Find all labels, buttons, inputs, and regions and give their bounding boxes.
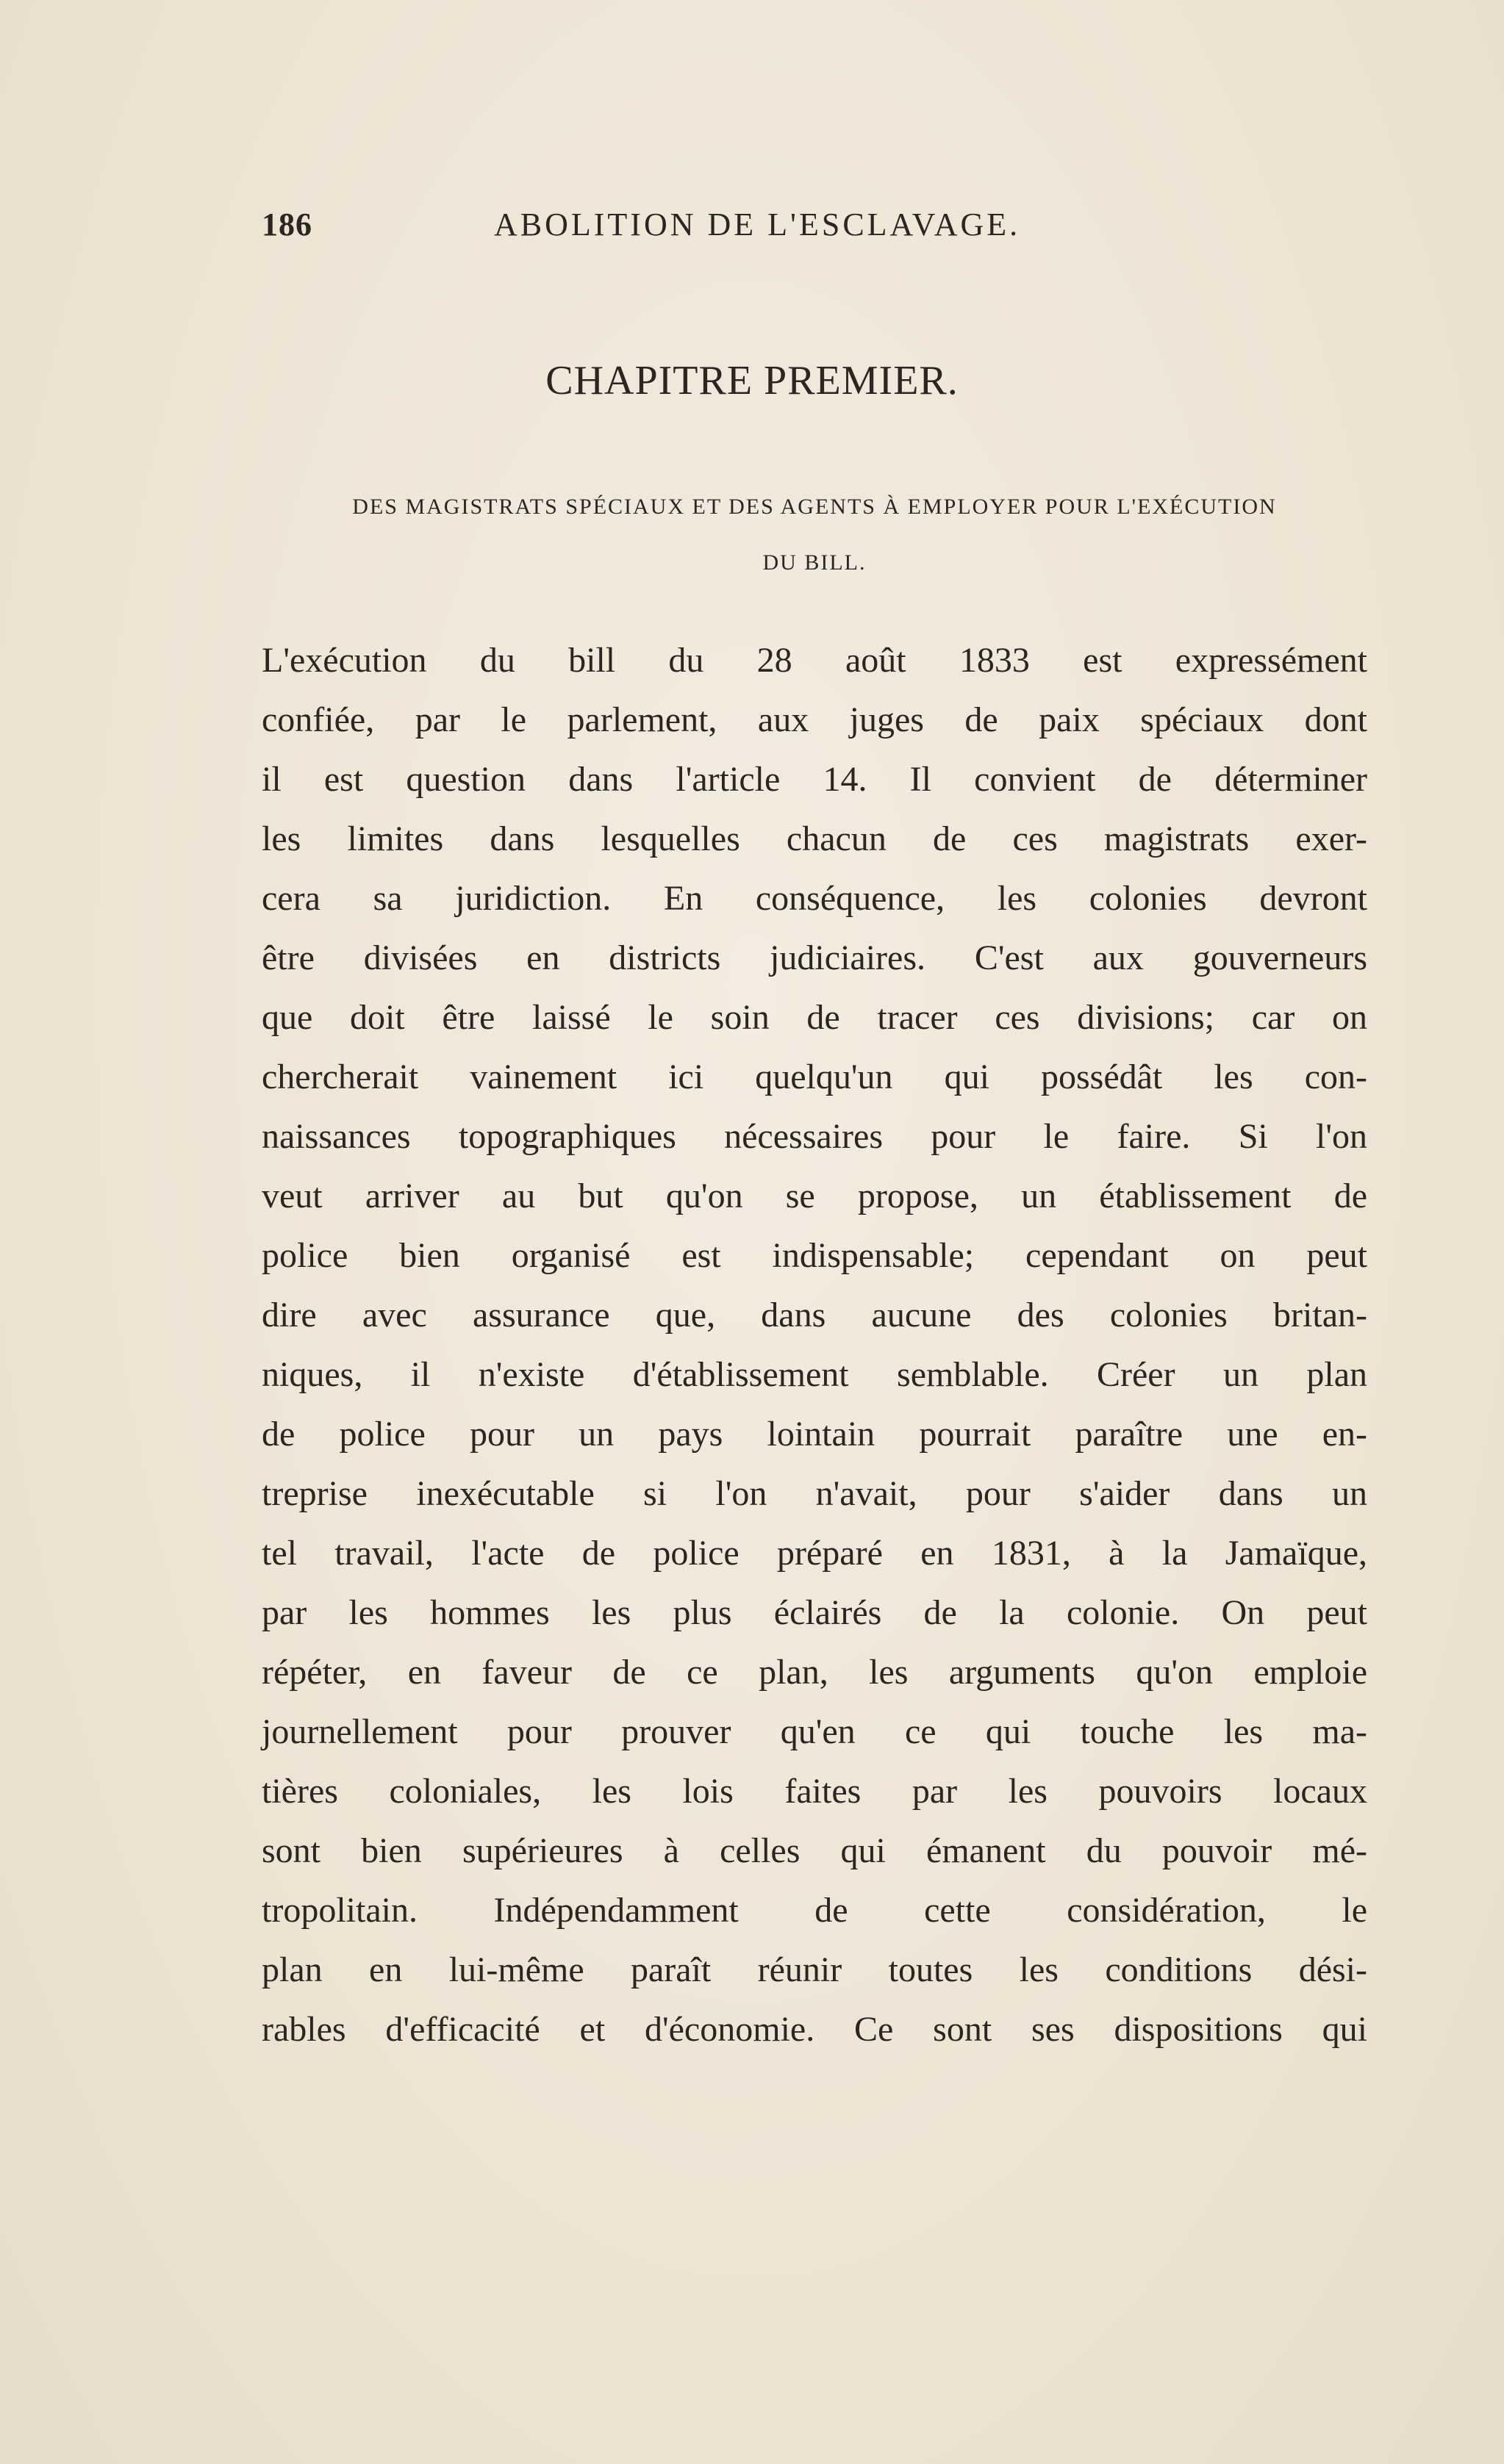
text-line: veut arriver au but qu'on se propose, un établissement de xyxy=(262,1177,1367,1215)
page-number: 186 xyxy=(262,206,312,243)
text-line: naissances topographiques nécessaires pour le faire. Si l'on xyxy=(262,1117,1367,1156)
text-line: tel travail, l'acte de police préparé en 1831, à la Jamaïque, xyxy=(262,1534,1367,1573)
text-line: rables d'efficacité et d'économie. Ce sont ses dispositions qui xyxy=(262,2010,1367,2049)
text-line: dire avec assurance que, dans aucune des colonies britan- xyxy=(262,1296,1367,1335)
running-head xyxy=(262,206,1129,250)
text-line: sont bien supérieures à celles qui émanent du pouvoir mé- xyxy=(262,1831,1367,1870)
text-line: tropolitain. Indépendamment de cette considération, le xyxy=(262,1891,1367,1930)
subtitle-line: DES MAGISTRATS SPÉCIAUX ET DES AGENTS À EMPLOYER POUR L'EXÉCUTION xyxy=(352,495,1277,519)
text-line: de police pour un pays lointain pourrait paraître une en- xyxy=(262,1415,1367,1454)
text-line: niques, il n'existe d'établissement semblable. Créer un plan xyxy=(262,1355,1367,1394)
text-line: police bien organisé est indispensable; cependant on peut xyxy=(262,1236,1367,1275)
subtitle-line: DU BILL. xyxy=(762,550,867,575)
running-title: ABOLITION DE L'ESCLAVAGE. xyxy=(494,206,1021,243)
chapter-title: CHAPITRE PREMIER. xyxy=(545,358,959,403)
text-line: chercherait vainement ici quelqu'un qui possédât les con- xyxy=(262,1057,1367,1096)
text-line: tières coloniales, les lois faites par les pouvoirs locaux xyxy=(262,1772,1367,1811)
text-line: il est question dans l'article 14. Il convient de déterminer xyxy=(262,760,1367,799)
text-line: plan en lui-même paraît réunir toutes les conditions dési- xyxy=(262,1950,1367,1989)
text-line: treprise inexécutable si l'on n'avait, pour s'aider dans un xyxy=(262,1474,1367,1513)
text-line: par les hommes les plus éclairés de la colonie. On peut xyxy=(262,1593,1367,1632)
text-line: journellement pour prouver qu'en ce qui touche les ma- xyxy=(262,1712,1367,1751)
text-line: répéter, en faveur de ce plan, les arguments qu'on emploie xyxy=(262,1653,1367,1692)
text-line: L'exécution du bill du 28 août 1833 est expressément xyxy=(262,641,1367,680)
text-line: cera sa juridiction. En conséquence, les colonies devront xyxy=(262,879,1367,918)
text-line: que doit être laissé le soin de tracer ces divisions; car on xyxy=(262,998,1367,1037)
text-line: être divisées en districts judiciaires. C'est aux gouverneurs xyxy=(262,938,1367,977)
chapter-subtitle xyxy=(262,479,1367,591)
body-paragraph xyxy=(262,631,1367,2059)
text-line: confiée, par le parlement, aux juges de paix spéciaux dont xyxy=(262,700,1367,739)
text-line: les limites dans lesquelles chacun de ces magistrats exer- xyxy=(262,819,1367,858)
